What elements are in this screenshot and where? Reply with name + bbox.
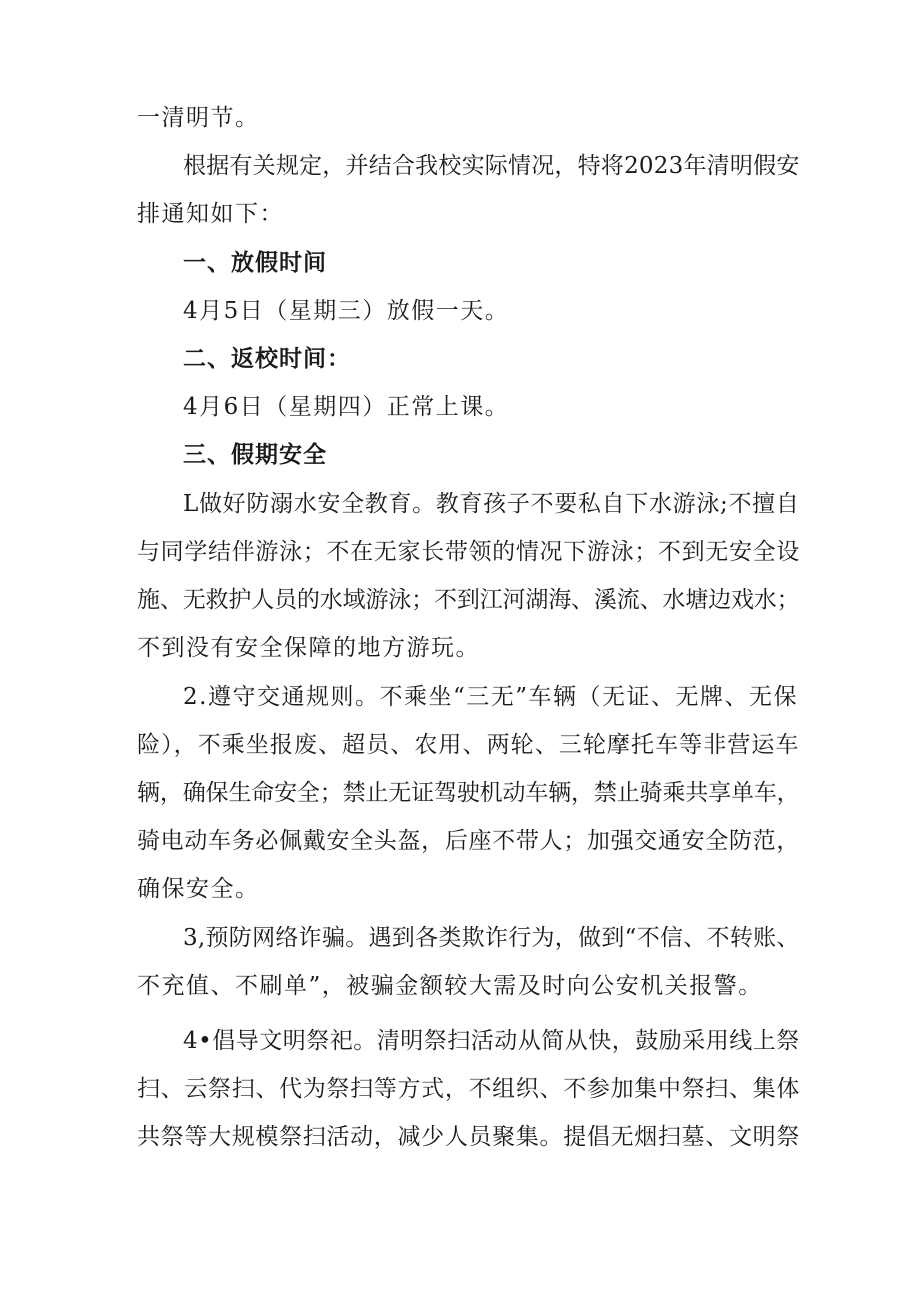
paragraph-line: 辆，确保生命安全；禁止无证驾驶机动车辆，禁止骑乘共享单车， <box>137 780 800 806</box>
paragraph-line: 3,预防网络诈骗。遇到各类欺诈行为，做到“不信、不转账、 <box>183 925 800 951</box>
paragraph-line: 施、无救护人员的水域游泳；不到江河湖海、溪流、水塘边戏水； <box>137 587 800 613</box>
section-heading: 二、返校时间： <box>183 346 351 372</box>
paragraph-line: 2.遵守交通规则。不乘坐“三无”车辆（无证、无牌、无保 <box>183 684 798 710</box>
paragraph-line: 4•倡导文明祭祀。清明祭扫活动从简从快，鼓励采用线上祭 <box>183 1028 800 1054</box>
paragraph-line: 4月6日（星期四）正常上课。 <box>183 394 510 420</box>
section-heading: 一、放假时间 <box>183 250 327 276</box>
paragraph-line: 骑电动车务必佩戴安全头盔，后座不带人；加强交通安全防范， <box>137 828 800 854</box>
paragraph-line: 4月5日（星期三）放假一天。 <box>183 298 510 324</box>
section-heading: 三、假期安全 <box>183 442 327 468</box>
paragraph-line: L做好防溺水安全教育。教育孩子不要私自下水游泳;不擅自 <box>183 491 800 517</box>
paragraph-line: 险），不乘坐报废、超员、农用、两轮、三轮摩托车等非营运车 <box>137 732 800 758</box>
paragraph-line: 根据有关规定，并结合我校实际情况，特将2023年清明假安 <box>183 153 800 179</box>
paragraph-line: 扫、云祭扫、代为祭扫等方式，不组织、不参加集中祭扫、集体 <box>137 1076 800 1102</box>
paragraph-line: 不充值、不刷单”，被骗金额较大需及时向公安机关报警。 <box>137 973 763 999</box>
paragraph-line: 确保安全。 <box>137 876 260 902</box>
paragraph-line: 不到没有安全保障的地方游玩。 <box>137 635 480 661</box>
paragraph-line: 排通知如下： <box>137 201 284 227</box>
paragraph-line: 与同学结伴游泳；不在无家长带领的情况下游泳；不到无安全设 <box>137 539 800 565</box>
paragraph-line: 共祭等大规模祭扫活动，减少人员聚集。提倡无烟扫墓、文明祭 <box>137 1124 800 1150</box>
paragraph-line: 一清明节。 <box>137 105 260 131</box>
